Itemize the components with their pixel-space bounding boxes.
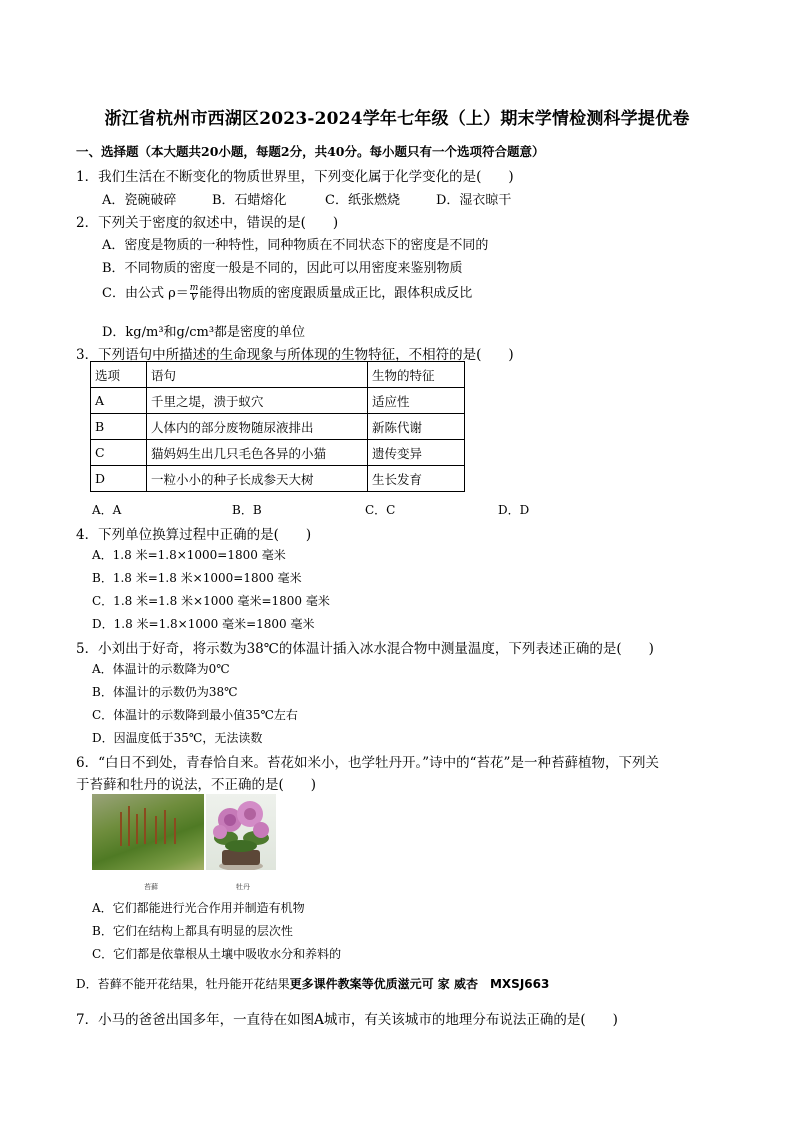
q2-option-a: A．密度是物质的一种特性，同种物质在不同状态下的密度是不同的 [102,238,489,253]
question-2-stem: 2．下列关于密度的叙述中，错误的是( ) [76,215,339,231]
table-row [91,440,465,466]
q2-option-c-suffix: 能得出物质的密度跟质量成正比，跟体积成反比 [199,286,473,301]
q1-option-d: D．湿衣晾干 [436,193,512,208]
q1-option-c: C．纸张燃烧 [325,193,400,208]
q6-option-d-text: D．苔藓不能开花结果，牡丹能开花结果 [76,977,290,991]
table-cell: 猫妈妈生出几只毛色各异的小猫 [147,440,368,466]
question-6-line-2: 于苔藓和牡丹的说法，不正确的是( ) [76,777,317,793]
table-cell: 一粒小小的种子长成参天大树 [147,466,368,492]
question-6-line-1: 6．“白日不到处，青春恰自来。苔花如米小，也学牡丹开。”诗中的“苔花”是一种苔藓植物，下列关 [76,755,659,771]
q6-option-a: A．它们都能进行光合作用并制造有机物 [92,901,305,915]
table-header-row [91,362,465,388]
q5-option-c: C．体温计的示数降到最小值35℃左右 [92,708,298,722]
question-7-stem: 7．小马的爸爸出国多年，一直待在如图A城市，有关该城市的地理分布说法正确的是( ) [76,1012,618,1028]
header-cell: 生物的特征 [368,362,465,388]
caption-moss: 苔藓 [144,883,158,891]
section-heading: 一、选择题（本大题共20小题，每题2分，共40分。每小题只有一个选项符合题意） [76,144,545,159]
q3-option-b: B．B [232,503,262,517]
q6-option-b: B．它们在结构上都具有明显的层次性 [92,924,293,938]
table-cell: 遗传变异 [368,440,465,466]
density-formula-fraction [190,284,199,303]
q6-option-c: C．它们都是依靠根从土壤中吸收水分和养料的 [92,947,342,961]
table-cell: 新陈代谢 [368,414,465,440]
q2-option-d: D．kg/m³和g/cm³都是密度的单位 [102,325,306,340]
q5-option-a: A．体温计的示数降为0℃ [92,662,230,676]
table-cell: 人体内的部分废物随尿液排出 [147,414,368,440]
peony-photo [206,794,276,870]
question-3-stem: 3．下列语句中所描述的生命现象与所体现的生物特征，不相符的是( ) [76,347,514,363]
table-cell: B [91,414,147,440]
q3-option-d: D．D [498,503,530,517]
table-row [91,388,465,414]
question-1-stem: 1．我们生活在不断变化的物质世界里，下列变化属于化学变化的是( ) [76,169,514,185]
q1-option-a: A．瓷碗破碎 [102,193,177,208]
question-4-stem: 4．下列单位换算过程中正确的是( ) [76,527,312,543]
moss-photo [92,794,204,870]
header-cell: 语句 [147,362,368,388]
formula-numerator: m [189,283,199,293]
q6-option-d [76,975,549,992]
question-5-stem: 5．小刘出于好奇，将示数为38℃的体温计插入冰水混合物中测量温度，下列表述正确的是( ) [76,641,654,657]
formula-denominator: V [190,293,198,303]
table-cell: D [91,466,147,492]
table-cell: A [91,388,147,414]
q4-option-a: A．1.8 米=1.8×1000=1800 毫米 [92,548,286,562]
header-cell: 选项 [91,362,147,388]
q3-option-c: C．C [365,503,396,517]
q1-option-b: B．石蜡熔化 [212,193,287,208]
table-cell: 适应性 [368,388,465,414]
caption-peony: 牡丹 [236,883,250,891]
q5-option-b: B．体温计的示数仍为38℃ [92,685,238,699]
q2-option-c [102,282,472,303]
exam-title: 浙江省杭州市西湖区2023-2024学年七年级（上）期末学情检测科学提优卷 [104,109,690,129]
table-cell: C [91,440,147,466]
q4-option-d: D．1.8 米=1.8×1000 毫米=1800 毫米 [92,617,315,631]
q3-table [90,361,465,492]
q2-option-b: B．不同物质的密度一般是不同的，因此可以用密度来鉴别物质 [102,261,463,276]
peony-illustration [206,794,276,870]
table-row [91,466,465,492]
q2-option-c-prefix: C．由公式 ρ＝ [102,286,189,301]
q4-option-c: C．1.8 米=1.8 米×1000 毫米=1800 毫米 [92,594,330,608]
table-cell: 千里之堤，溃于蚁穴 [147,388,368,414]
q4-option-b: B．1.8 米=1.8 米×1000=1800 毫米 [92,571,302,585]
table-cell: 生长发育 [368,466,465,492]
table-row [91,414,465,440]
q5-option-d: D．因温度低于35℃，无法读数 [92,731,263,745]
watermark-promo-text: 更多课件教案等优质滋元可 家 威杏 MXSJ663 [289,977,550,991]
q3-option-a: A．A [92,503,122,517]
